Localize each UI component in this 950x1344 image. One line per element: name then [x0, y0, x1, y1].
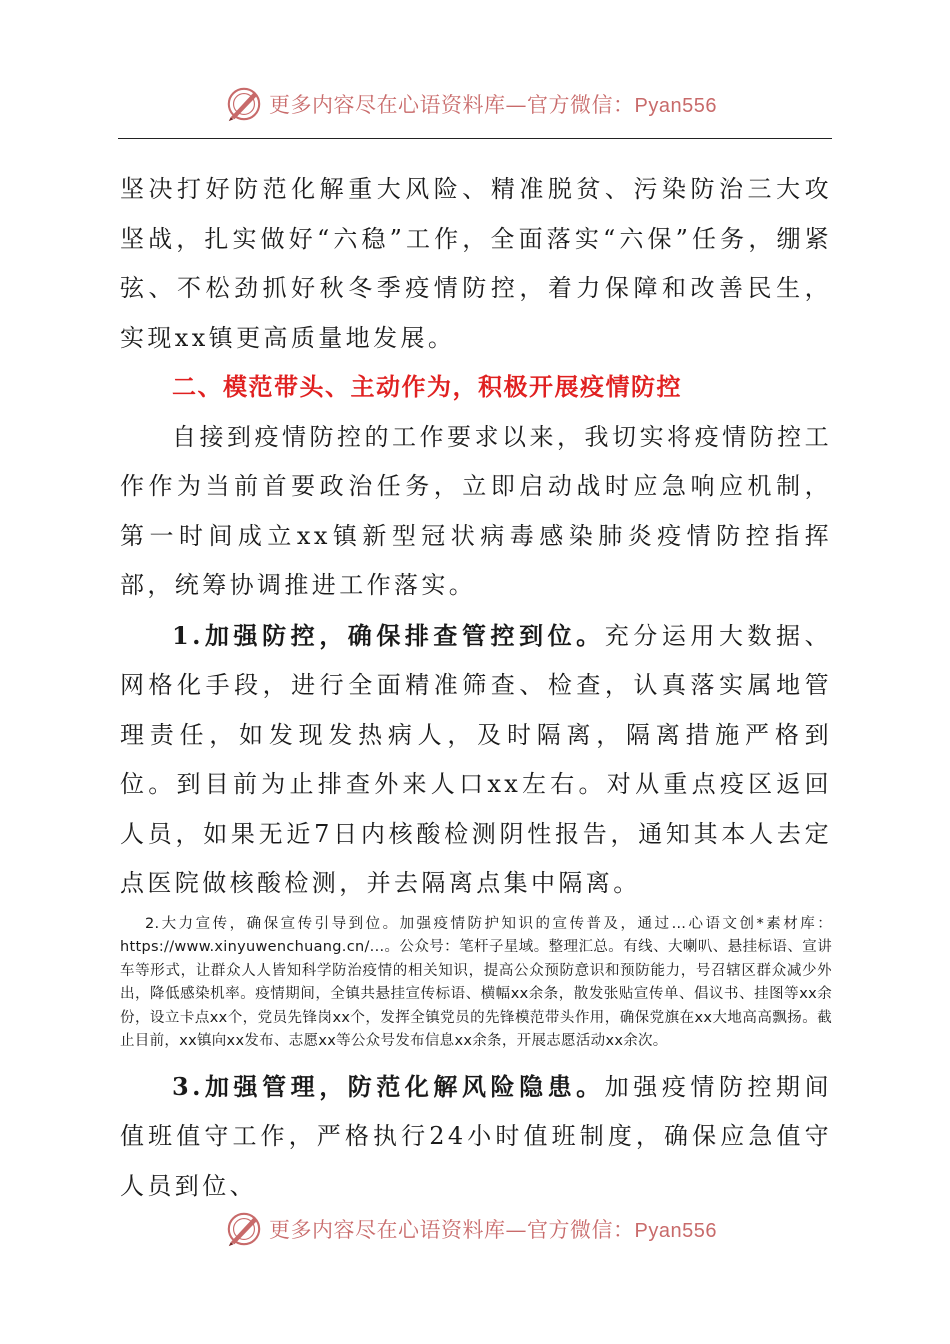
section-heading-2: 二、模范带头、主动作为，积极开展疫情防控 — [172, 373, 682, 401]
list-item-2: 2.大力宣传，确保宣传引导到位。加强疫情防护知识的宣传普及，通过…心语文创*素材库：https://www.xinyuwenchuang.cn/...。公众号：笔杆子星域。整理汇总。有线、大喇叭、悬挂标语、宣讲车等形式，让群众人人皆知科学防治疫情的相关知识，提高公众预防意识和预防能力，号召辖区群众减少外出，降低感染机率。疫情期间，全镇共悬挂宣传标语、横幅xx余条，散发张贴宣传单、倡议书、挂图等xx余份，设立卡点xx个，党员先锋岗xx个，发挥全镇党员的先锋模范带头作用，确保党旗在xx大地高高飘扬。截止目前，xx镇向xx发布、志愿xx等公众号发布信息xx余条，开展志愿活动xx余次。 — [120, 915, 832, 1049]
footer-banner — [225, 1209, 717, 1249]
header-banner — [225, 84, 717, 124]
paragraph-1: 坚决打好防范化解重大风险、精准脱贫、污染防治三大攻坚战，扎实做好“六稳”工作，全面落实“六保”任务，绷紧弦、不松劲抓好秋冬季疫情防控，着力保障和改善民生，实现xx镇更高质量地发展。 — [120, 175, 832, 352]
pen-circle-logo-icon — [225, 85, 263, 123]
pen-circle-logo-icon — [225, 1210, 263, 1248]
document-body — [120, 165, 832, 1211]
footer-banner-text: 更多内容尽在心语资料库—官方微信：Pyan556 — [269, 1218, 717, 1242]
list-item-3-text: 加强疫情防控期间值班值守工作，严格执行24小时值班制度，确保应急值守人员到位、 — [120, 1072, 832, 1200]
list-item-1-text: 充分运用大数据、网格化手段，进行全面精准筛查、检查，认真落实属地管理责任，如发现发热病人，及时隔离，隔离措施严格到位。到目前为止排查外来人口xx左右。对从重点疫区返回人员，如果无近7日内核酸检测阴性报告，通知其本人去定点医院做核酸检测，并去隔离点集中隔离。 — [120, 621, 832, 897]
list-item-1-title: 1.加强防控，确保排查管控到位。 — [172, 620, 605, 650]
header-divider — [118, 138, 832, 139]
list-item-1 — [120, 611, 832, 909]
list-item-3 — [120, 1062, 832, 1212]
paragraph-2: 自接到疫情防控的工作要求以来，我切实将疫情防控工作作为当前首要政治任务，立即启动战时应急响应机制，第一时间成立xx镇新型冠状病毒感染肺炎疫情防控指挥部，统筹协调推进工作落实。 — [120, 422, 832, 599]
list-item-3-title: 3.加强管理，防范化解风险隐患。 — [172, 1071, 605, 1101]
header-banner-text: 更多内容尽在心语资料库—官方微信：Pyan556 — [269, 93, 717, 117]
